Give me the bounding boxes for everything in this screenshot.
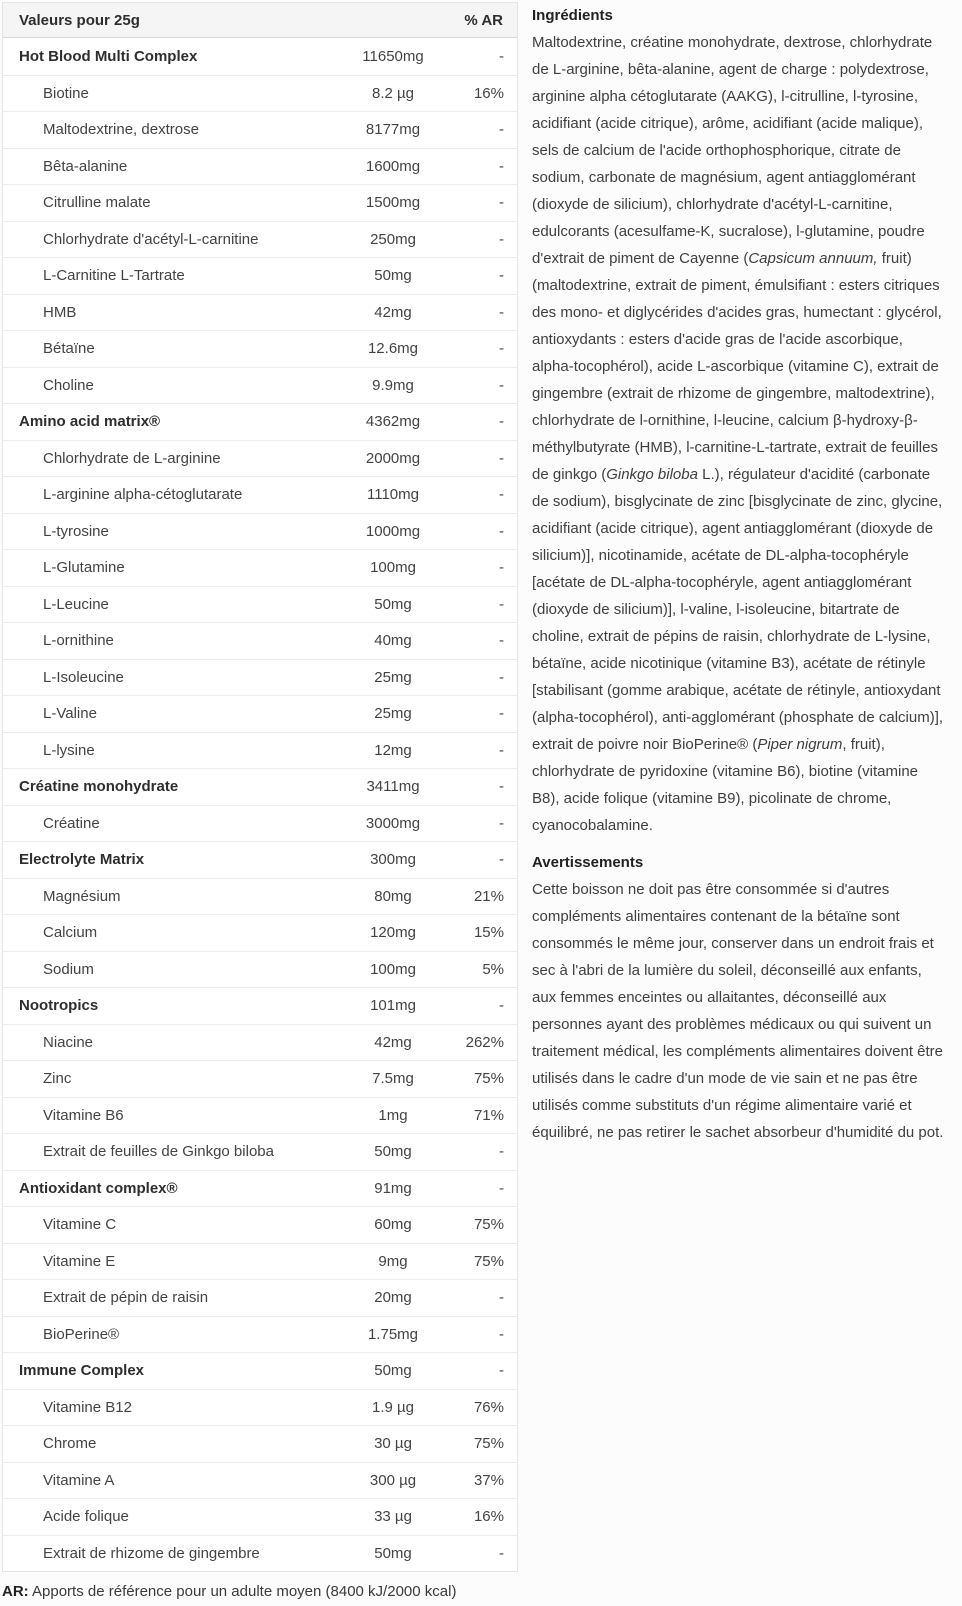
nutrient-amount: 20mg [374, 1289, 412, 1307]
nutrient-ar-percent: 21% [473, 887, 504, 905]
table-row [3, 513, 517, 550]
nutrient-amount: 7.5mg [372, 1070, 414, 1088]
table-row [3, 148, 517, 185]
nutrient-ar-percent: - [499, 340, 504, 358]
nutrient-amount: 50mg [374, 1143, 412, 1161]
nutrient-amount: 120mg [370, 924, 416, 942]
nutrient-ar-percent: - [499, 1325, 504, 1343]
nutrient-amount: 50mg [374, 267, 412, 285]
table-row [3, 768, 517, 805]
nutrient-ar-percent: 262% [465, 1033, 504, 1051]
nutrient-ar-percent: 71% [473, 1106, 504, 1124]
nutrient-name: L-Glutamine [43, 559, 125, 577]
nutrient-name: Bêta-alanine [43, 157, 128, 175]
nutrient-ar-percent: 16% [473, 1508, 504, 1526]
nutrient-amount: 300mg [370, 851, 416, 869]
latin-species-name: Ginkgo biloba [606, 466, 698, 483]
table-row [3, 695, 517, 732]
nutrient-name: Vitamine A [43, 1471, 115, 1489]
nutrient-name: Antioxidant complex® [19, 1179, 178, 1197]
nutrient-ar-percent: - [499, 668, 504, 686]
nutrient-name: Immune Complex [19, 1362, 145, 1380]
nutrient-name: Magnésium [43, 887, 121, 905]
nutrient-amount: 50mg [374, 1544, 412, 1562]
nutrient-ar-percent: 37% [473, 1471, 504, 1489]
nutrient-ar-percent: - [499, 1289, 504, 1307]
nutrient-name: Niacine [43, 1033, 94, 1051]
nutrient-amount: 91mg [374, 1179, 412, 1197]
nutrient-ar-percent: - [499, 778, 504, 796]
table-row [3, 951, 517, 988]
nutrient-name: HMB [43, 303, 77, 321]
nutrient-ar-percent: - [499, 194, 504, 212]
nutrition-table-body [3, 38, 517, 1571]
nutrient-name: L-Isoleucine [43, 668, 124, 686]
nutrient-amount: 1.75mg [367, 1325, 419, 1343]
nutrient-name: L-arginine alpha-cétoglutarate [43, 486, 243, 504]
nutrient-name: Vitamine B6 [43, 1106, 124, 1124]
nutrient-amount: 12mg [374, 741, 412, 759]
nutrient-amount: 40mg [374, 632, 412, 650]
nutrient-amount: 3000mg [365, 814, 421, 832]
table-row [3, 440, 517, 477]
nutrient-amount: 42mg [374, 1033, 412, 1051]
nutrient-name: L-Leucine [43, 595, 109, 613]
nutrient-ar-percent: - [499, 997, 504, 1015]
table-row [3, 1279, 517, 1316]
warnings-title: Avertissements [532, 854, 644, 871]
table-row [3, 549, 517, 586]
table-row [3, 1389, 517, 1426]
nutrient-name: Chlorhydrate de L-arginine [43, 449, 221, 467]
nutrient-name: Choline [43, 376, 94, 394]
nutrient-amount: 300 µg [369, 1471, 417, 1489]
nutrient-name: Zinc [43, 1070, 72, 1088]
nutrient-name: Acide folique [43, 1508, 129, 1526]
table-row [3, 987, 517, 1024]
nutrient-amount: 250mg [370, 230, 416, 248]
nutrient-ar-percent: - [499, 705, 504, 723]
table-row [3, 622, 517, 659]
table-row [3, 1097, 517, 1134]
nutrient-ar-percent: 75% [473, 1435, 504, 1453]
nutrient-amount: 100mg [370, 559, 416, 577]
nutrient-name: L-Valine [43, 705, 97, 723]
nutrient-amount: 30 µg [374, 1435, 412, 1453]
nutrient-ar-percent: - [499, 449, 504, 467]
nutrient-name: Maltodextrine, dextrose [43, 121, 199, 139]
nutrient-amount: 3411mg [366, 778, 420, 796]
nutrient-ar-percent: - [499, 303, 504, 321]
nutrient-ar-percent: 75% [473, 1252, 504, 1270]
nutrient-ar-percent: - [499, 47, 504, 65]
nutrient-name: L-Carnitine L-Tartrate [43, 267, 185, 285]
table-row [3, 1352, 517, 1389]
table-row [3, 476, 517, 513]
table-row [3, 403, 517, 440]
nutrient-name: L-ornithine [43, 632, 114, 650]
nutrient-ar-percent: - [499, 1179, 504, 1197]
nutrient-ar-percent: - [499, 595, 504, 613]
nutrient-amount: 42mg [374, 303, 412, 321]
nutrient-ar-percent: - [499, 413, 504, 431]
table-row [3, 330, 517, 367]
nutrient-name: Electrolyte Matrix [19, 851, 145, 869]
nutrient-ar-percent: 5% [482, 960, 504, 978]
nutrient-amount: 9.9mg [372, 376, 414, 394]
ingredients-segment: L.), régulateur d'acidité (carbonate de sodium), bisglycinate de zinc [bisglycinate de zinc, glycine, acidifiant (acide citrique), agent antiagglomérant (dioxyde de silicium)], nicotinamide, acétate de DL-alpha-tocophéryle [acétate de DL-alpha-tocophéryle, agent antiagglomérant (dioxyde de silicium)], l-valine, l-isoleucine, bitartrate de choline, extrait de pépins de raisin, chlorhydrate de L-lysine, bétaïne, acide nicotinique (vitamine B3), acétate de rétinyle [stabilisant (gomme arabique, acétate de rétinyle, antioxydant (alpha-tocophérol), anti-agglomérant (phosphate de calcium)], extrait de poivre noir BioPerine® ( [532, 466, 944, 753]
nutrient-amount: 33 µg [374, 1508, 412, 1526]
table-row [3, 111, 517, 148]
nutrient-amount: 25mg [374, 668, 412, 686]
ar-footnote-label: AR: [2, 1583, 29, 1600]
nutrient-name: Chlorhydrate d'acétyl-L-carnitine [43, 230, 259, 248]
ingredients-segment: Maltodextrine, créatine monohydrate, dextrose, chlorhydrate de L-arginine, bêta-alanine, agent de charge : polydextrose, arginine alpha cétoglutarate (AAKG), l-citrulline, l-tyrosine, acidifiant (acide citrique), arôme, acidifiant (acide malique), sels de calcium de l'acide orthophosphorique, citrate de sodium, carbonate de magnésium, agent antiagglomérant (dioxyde de silicium), chlorhydrate d'acétyl-L-carnitine, edulcorants (acesulfame-K, sucralose), l-glutamine, poudre d'extrait de piment de Cayenne ( [532, 34, 933, 267]
nutrient-ar-percent: - [499, 376, 504, 394]
table-row [3, 1535, 517, 1572]
table-row [3, 1462, 517, 1499]
nutrient-name: Biotine [43, 84, 89, 102]
nutrient-amount: 1110mg [367, 486, 419, 504]
table-row [3, 841, 517, 878]
nutrient-name: Bétaïne [43, 340, 95, 358]
nutrient-ar-percent: - [499, 1362, 504, 1380]
nutrient-name: Vitamine C [43, 1216, 117, 1234]
nutrient-name: L-lysine [43, 741, 95, 759]
nutrient-name: Créatine monohydrate [19, 778, 179, 796]
ar-footnote [2, 1583, 518, 1600]
nutrient-ar-percent: - [499, 486, 504, 504]
text-column [532, 2, 944, 1146]
table-row [3, 75, 517, 112]
nutrient-name: Nootropics [19, 997, 99, 1015]
table-row [3, 221, 517, 258]
nutrient-name: Hot Blood Multi Complex [19, 47, 198, 65]
latin-species-name: Capsicum annuum, [748, 250, 878, 267]
nutrient-amount: 2000mg [365, 449, 421, 467]
ingredients-segment: fruit)(maltodextrine, extrait de piment, émulsifiant : esters citriques des mono- et diglycérides d'acides gras, humectant : glycérol, antioxydants : esters d'acide gras de l'acide ascorbique, alpha-tocophérol), acide L-ascorbique (vitamine C), extrait de gingembre (extrait de rhizome de gingembre, maltodextrine), chlorhydrate de l-ornithine, l-leucine, calcium β-hydroxy-β-méthylbutyrate (HMB), l-carnitine-L-tartrate, extrait de feuilles de ginkgo ( [532, 250, 942, 483]
table-row [3, 38, 517, 75]
nutrient-amount: 60mg [374, 1216, 412, 1234]
nutrient-ar-percent: - [499, 267, 504, 285]
nutrient-name: Chrome [43, 1435, 97, 1453]
nutrient-amount: 4362mg [365, 413, 421, 431]
nutrient-name: Créatine [43, 814, 100, 832]
nutrient-amount: 9mg [378, 1252, 408, 1270]
values-column-header: Valeurs pour 25g [19, 11, 140, 29]
nutrient-name: Extrait de rhizome de gingembre [43, 1544, 260, 1562]
table-row [3, 878, 517, 915]
nutrient-ar-percent: 75% [473, 1070, 504, 1088]
nutrient-amount: 1.9 µg [371, 1398, 414, 1416]
nutrient-name: Extrait de pépin de raisin [43, 1289, 209, 1307]
table-row [3, 257, 517, 294]
nutrient-amount: 101mg [370, 997, 416, 1015]
nutrient-amount: 50mg [374, 595, 412, 613]
nutrient-amount: 25mg [374, 705, 412, 723]
table-row [3, 914, 517, 951]
table-row [3, 1206, 517, 1243]
nutrient-name: Vitamine E [43, 1252, 116, 1270]
nutrient-amount: 12.6mg [367, 340, 419, 358]
nutrient-name: Sodium [43, 960, 94, 978]
nutrient-ar-percent: - [499, 632, 504, 650]
nutrition-table [2, 2, 518, 1572]
table-row [3, 805, 517, 842]
latin-species-name: Piper nigrum [757, 736, 843, 753]
ar-column-header: % AR [464, 11, 503, 29]
table-row [3, 1133, 517, 1170]
nutrient-name: Vitamine B12 [43, 1398, 132, 1416]
nutrient-ar-percent: - [499, 522, 504, 540]
nutrient-ar-percent: - [499, 741, 504, 759]
nutrient-ar-percent: 75% [473, 1216, 504, 1234]
nutrient-ar-percent: 76% [473, 1398, 504, 1416]
ar-footnote-text: Apports de référence pour un adulte moyen (8400 kJ/2000 kcal) [28, 1583, 457, 1600]
nutrient-ar-percent: - [499, 814, 504, 832]
nutrient-amount: 50mg [374, 1362, 412, 1380]
nutrient-ar-percent: - [499, 1544, 504, 1562]
table-row [3, 1170, 517, 1207]
nutrient-amount: 1600mg [365, 157, 421, 175]
nutrient-name: Amino acid matrix® [19, 413, 161, 431]
nutrient-amount: 8.2 µg [371, 84, 414, 102]
nutrient-ar-percent: - [499, 230, 504, 248]
table-row [3, 1316, 517, 1353]
ingredients-segment: , fruit), chlorhydrate de pyridoxine (vitamine B6), biotine (vitamine B8), acide folique (vitamine B9), picolinate de chrome, cyanocobalamine. [532, 736, 919, 834]
nutrient-ar-percent: - [499, 121, 504, 139]
nutrient-amount: 8177mg [365, 121, 421, 139]
table-row [3, 1243, 517, 1280]
nutrient-amount: 11650mg [362, 47, 424, 65]
ingredients-title: Ingrédients [532, 7, 613, 24]
table-row [3, 659, 517, 696]
warnings-text: Cette boisson ne doit pas être consommée si d'autres compléments alimentaires contenant de la bétaïne sont consommés le même jour, conserver dans un endroit frais et sec à l'abri de la lumière du soleil, déconseillé aux enfants, aux femmes enceintes ou allaitantes, déconseillé aux personnes ayant des problèmes médicaux ou qui suivent un traitement médical, les compléments alimentaires doivent être utilisés dans le cadre d'un mode de vie sain et ne pas être utilisés comme substituts d'un régime alimentaire varié et équilibré, ne pas retirer le sachet absorbeur d'humidité du pot. [532, 881, 944, 1141]
nutrient-ar-percent: - [499, 1143, 504, 1161]
table-row [3, 1060, 517, 1097]
nutrient-ar-percent: 16% [473, 84, 504, 102]
nutrient-name: Citrulline malate [43, 194, 151, 212]
table-row [3, 732, 517, 769]
ingredients-text [532, 29, 944, 839]
nutrient-amount: 1500mg [365, 194, 421, 212]
nutrient-amount: 80mg [374, 887, 412, 905]
nutrient-name: L-tyrosine [43, 522, 109, 540]
table-row [3, 1024, 517, 1061]
nutrient-ar-percent: 15% [473, 924, 504, 942]
table-row [3, 586, 517, 623]
nutrition-table-header [3, 3, 517, 38]
nutrient-name: Extrait de feuilles de Ginkgo biloba [43, 1143, 274, 1161]
table-row [3, 1425, 517, 1462]
table-row [3, 294, 517, 331]
nutrient-amount: 1mg [378, 1106, 408, 1124]
nutrient-ar-percent: - [499, 559, 504, 577]
nutrient-ar-percent: - [499, 851, 504, 869]
nutrient-name: Calcium [43, 924, 98, 942]
nutrient-ar-percent: - [499, 157, 504, 175]
nutrient-amount: 100mg [370, 960, 416, 978]
nutrient-amount: 1000mg [365, 522, 421, 540]
table-row [3, 1498, 517, 1535]
table-row [3, 367, 517, 404]
table-row [3, 184, 517, 221]
nutrient-name: BioPerine® [43, 1325, 120, 1343]
nutrition-column [2, 2, 518, 1600]
